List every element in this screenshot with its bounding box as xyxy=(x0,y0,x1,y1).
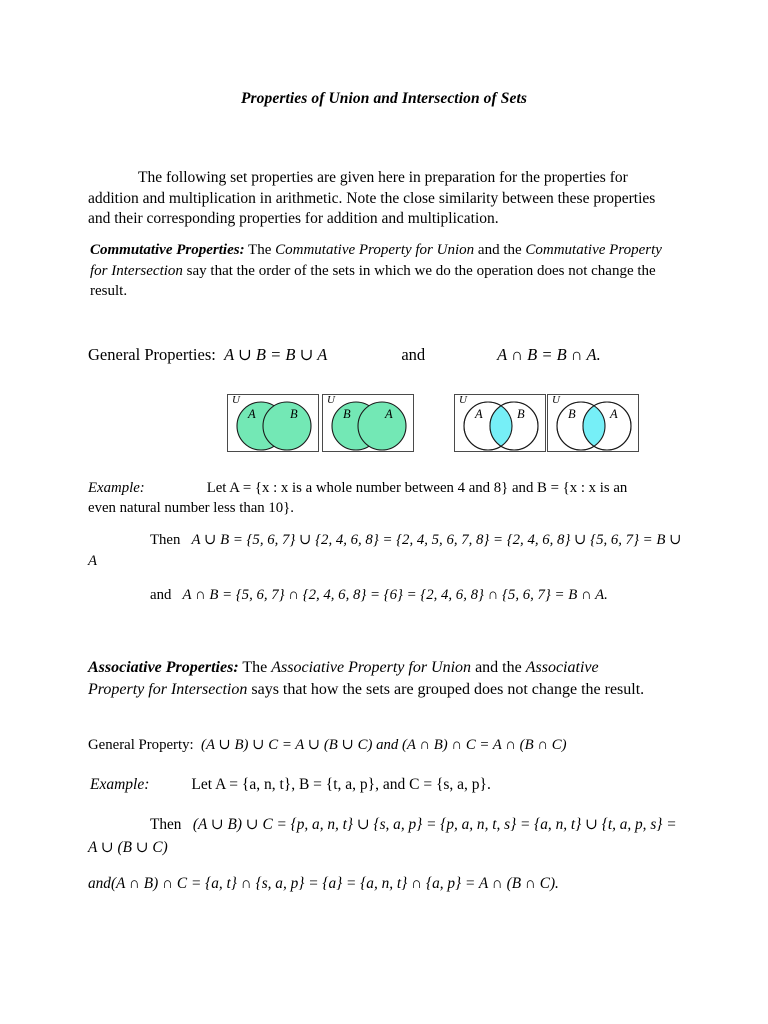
commutative-and-intersection-line xyxy=(88,585,688,606)
and-intersection-formula: A ∩ B = {5, 6, 7} ∩ {2, 4, 6, 8} = {6} = {2, 4, 6, 8} ∩ {5, 6, 7} = B ∩ A. xyxy=(182,587,608,603)
associative-then-union-line xyxy=(88,813,688,859)
commutative-text-2: and the xyxy=(474,242,526,258)
then-union-formula: A ∪ B = {5, 6, 7} ∪ {2, 4, 6, 8} = {2, 4, 5, 6, 7, 8} = {2, 4, 6, 8} ∪ {5, 6, 7} = B ∪ A xyxy=(88,532,682,569)
venn-left-set-label: B xyxy=(568,407,576,421)
venn-left-set-label: A xyxy=(248,407,256,421)
associative-text-2: and the xyxy=(471,659,526,676)
associative-lead: Associative Properties: xyxy=(88,659,239,676)
example-text: Let A = {a, n, t}, B = {t, a, p}, and C = {s, a, p}. xyxy=(191,776,491,793)
then-label: Then xyxy=(150,532,181,548)
associative-example-paragraph xyxy=(90,775,650,796)
example-label: Example: xyxy=(90,776,150,793)
venn-diagram-row xyxy=(0,394,768,456)
intro-paragraph: The following set properties are given here in preparation for the properties for addition and multiplication in arithmetic. Note the close similarity between these properties and their corresponding properties for addition and multiplication. xyxy=(88,169,656,227)
venn-diagram-union-ab xyxy=(227,394,319,452)
associative-general-property-line xyxy=(88,735,688,756)
associative-text-1: The xyxy=(238,659,272,676)
general-properties-label: General Properties: xyxy=(88,345,216,364)
venn-universe-label: U xyxy=(552,394,560,406)
commutative-lead: Commutative Properties: xyxy=(90,242,245,258)
associative-italic-1: Associative Property for Union xyxy=(271,659,472,676)
venn-left-set-label: A xyxy=(475,407,483,421)
example-label: Example: xyxy=(88,480,145,496)
venn-right-set-label: B xyxy=(517,407,525,421)
venn-universe-label: U xyxy=(459,394,467,406)
associative-and-formula: and(A ∩ B) ∩ C = {a, t} ∩ {s, a, p} = {a} = {a, n, t} ∩ {a, p} = A ∩ (B ∩ C). xyxy=(88,875,559,892)
venn-diagram-intersection-ba xyxy=(547,394,639,452)
venn-graphic xyxy=(455,395,545,451)
associative-italic-2: Associative Property for Intersection xyxy=(88,659,599,698)
associative-text-3: says that how the sets are grouped does not change the result. xyxy=(247,681,645,698)
associative-properties-paragraph xyxy=(88,657,648,701)
commutative-text-1: The xyxy=(244,242,276,258)
venn-universe-label: U xyxy=(232,394,240,406)
general-conjunction: and xyxy=(401,345,426,364)
and-label: and xyxy=(150,587,172,603)
commutative-general-properties-line xyxy=(88,345,688,366)
venn-graphic xyxy=(323,395,413,451)
venn-right-set-label: A xyxy=(610,407,618,421)
venn-diagram-union-ba xyxy=(322,394,414,452)
venn-left-set-label: B xyxy=(343,407,351,421)
commutative-italic-1: Commutative Property for Union xyxy=(275,242,475,258)
venn-universe-label: U xyxy=(327,394,335,406)
example-text: Let A = {x : x is a whole number between 4 and 8} and B = {x : x is an even natural number less than 10}. xyxy=(88,480,628,516)
general-property-label: General Property: xyxy=(88,737,194,753)
venn-right-set-label: A xyxy=(385,407,393,421)
commutative-text-3: say that the order of the sets in which we do the operation does not change the result. xyxy=(90,262,656,299)
commutative-then-union-line xyxy=(88,530,688,572)
commutative-example-paragraph xyxy=(88,478,658,518)
then-label: Then xyxy=(150,816,182,833)
associative-general-formula: (A ∪ B) ∪ C = A ∪ (B ∪ C) and (A ∩ B) ∩ C = A ∩ (B ∩ C) xyxy=(201,737,567,753)
associative-and-intersection-line xyxy=(88,874,688,895)
venn-graphic xyxy=(228,395,318,451)
general-intersection-formula: A ∩ B = B ∩ A. xyxy=(497,345,601,364)
page-title: Properties of Union and Intersection of Sets xyxy=(240,90,527,107)
venn-right-set-label: B xyxy=(290,407,298,421)
venn-graphic xyxy=(548,395,638,451)
general-union-formula: A ∪ B = B ∪ A xyxy=(224,345,328,364)
associative-then-formula: (A ∪ B) ∪ C = {p, a, n, t} ∪ {s, a, p} = {p, a, n, t, s} = {a, n, t} ∪ {t, a, p, s} = A ∪ (B ∪ C) xyxy=(88,816,677,856)
venn-diagram-intersection-ab xyxy=(454,394,546,452)
commutative-properties-paragraph xyxy=(90,240,676,302)
commutative-italic-2: Commutative Property for Intersection xyxy=(90,242,662,279)
